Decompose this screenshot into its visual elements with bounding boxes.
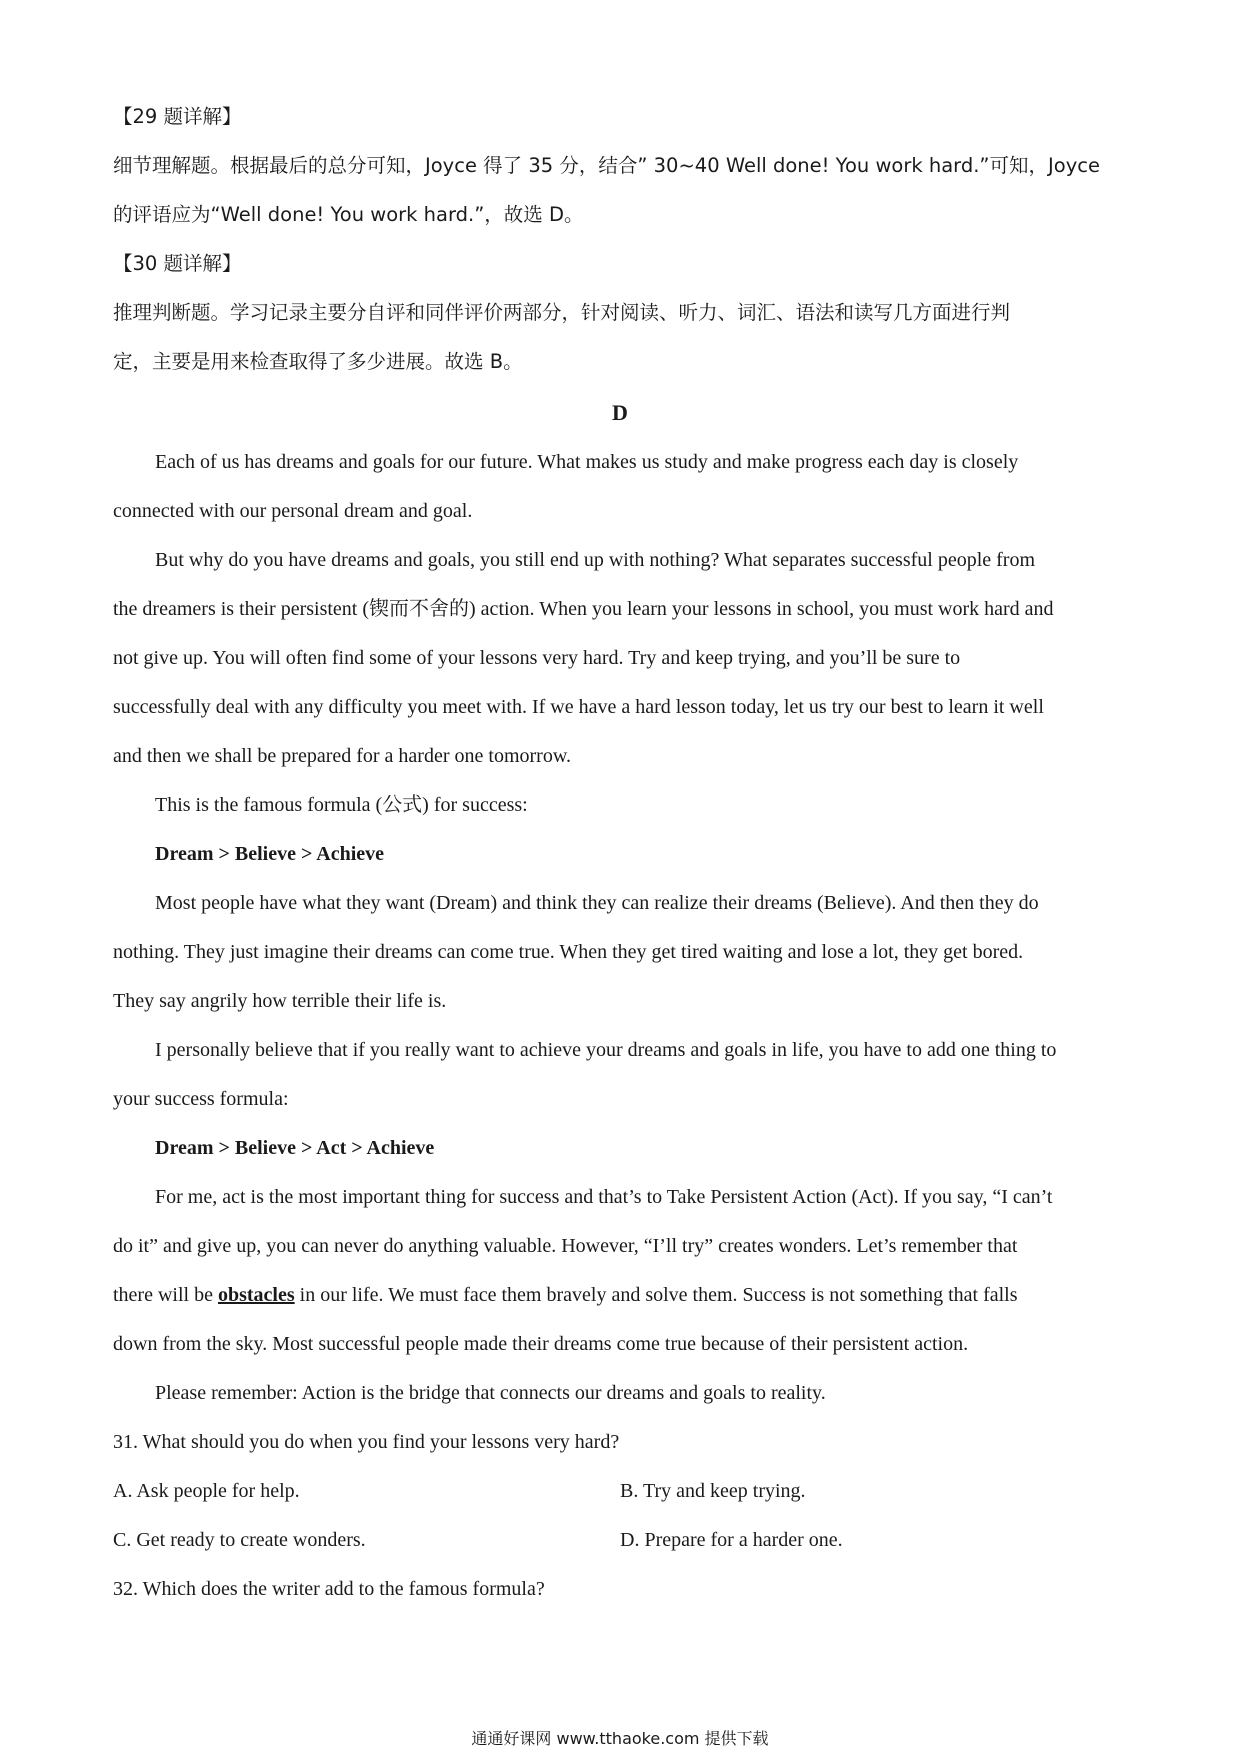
passage-p6-line-4: down from the sky. Most successful people made their dreams come true because of their persistent action. — [113, 1333, 969, 1355]
p6-line-3-start: there will be — [113, 1284, 218, 1306]
passage-p2-line-1: But why do you have dreams and goals, you still end up with nothing? What separates successful people from — [155, 549, 1035, 571]
passage-p4-line-1: Most people have what they want (Dream) and think they can realize their dreams (Believe). And then they do — [155, 892, 1039, 914]
q31-option-c: C. Get ready to create wonders. — [113, 1529, 366, 1551]
q29-explanation-line-2: 的评语应为“Well done! You work hard.”，故选 D。 — [113, 203, 584, 226]
formula-1: Dream > Believe > Achieve — [155, 843, 385, 865]
passage-p2-line-3: not give up. You will often find some of your lessons very hard. Try and keep trying, and you’ll be sure to — [113, 647, 961, 669]
question-31: 31. What should you do when you find your lessons very hard? — [113, 1431, 620, 1453]
formula-2: Dream > Believe > Act > Achieve — [155, 1137, 435, 1159]
q31-option-a: A. Ask people for help. — [113, 1480, 300, 1502]
q29-heading: 【29 题详解】 — [113, 105, 242, 128]
passage-p2-line-5: and then we shall be prepared for a harder one tomorrow. — [113, 745, 571, 767]
p6-line-3-end: in our life. We must face them bravely and solve them. Success is not something that falls — [294, 1284, 1018, 1306]
q31-option-b: B. Try and keep trying. — [620, 1480, 806, 1502]
q30-heading: 【30 题详解】 — [113, 252, 242, 275]
passage-p4-line-3: They say angrily how terrible their life is. — [113, 990, 447, 1012]
passage-p5-line-2: your success formula: — [113, 1088, 289, 1110]
passage-p6-line-1: For me, act is the most important thing for success and that’s to Take Persistent Action (Act). If you say, “I can’t — [155, 1186, 1053, 1208]
underlined-word-obstacles: obstacles — [217, 1284, 295, 1306]
passage-p4-line-2: nothing. They just imagine their dreams can come true. When they get tired waiting and lose a lot, they get bored. — [113, 941, 1024, 963]
page-footer: 通通好课网 www.tthaoke.com 提供下载 — [471, 1729, 769, 1748]
q30-explanation-line-1: 推理判断题。学习记录主要分自评和同伴评价两部分，针对阅读、听力、词汇、语法和读写几方面进行判 — [113, 301, 1011, 324]
passage-p6-line-3 — [113, 1280, 1133, 1310]
question-32: 32. Which does the writer add to the famous formula? — [113, 1578, 545, 1600]
section-heading-d: D — [612, 400, 628, 425]
passage-p1-line-1: Each of us has dreams and goals for our future. What makes us study and make progress each day is closely — [155, 451, 1019, 473]
passage-p5-line-1: I personally believe that if you really want to achieve your dreams and goals in life, you have to add one thing to — [155, 1039, 1057, 1061]
passage-p2-line-2: the dreamers is their persistent (锲而不舍的) action. When you learn your lessons in school, you must work hard and — [113, 598, 1054, 620]
passage-p7: Please remember: Action is the bridge that connects our dreams and goals to reality. — [155, 1382, 826, 1404]
q30-explanation-line-2: 定，主要是用来检查取得了多少进展。故选 B。 — [113, 350, 523, 373]
passage-p6-line-2: do it” and give up, you can never do anything valuable. However, “I’ll try” creates wonders. Let’s remember that — [113, 1235, 1018, 1257]
q29-explanation-line-1: 细节理解题。根据最后的总分可知，Joyce 得了 35 分，结合” 30~40 Well done! You work hard.”可知，Joyce — [113, 154, 1100, 177]
passage-p2-line-4: successfully deal with any difficulty you meet with. If we have a hard lesson today, let us try our best to learn it well — [113, 696, 1044, 718]
passage-p3: This is the famous formula (公式) for success: — [155, 794, 528, 816]
q31-option-d: D. Prepare for a harder one. — [620, 1529, 843, 1551]
passage-p1-line-2: connected with our personal dream and goal. — [113, 500, 473, 522]
